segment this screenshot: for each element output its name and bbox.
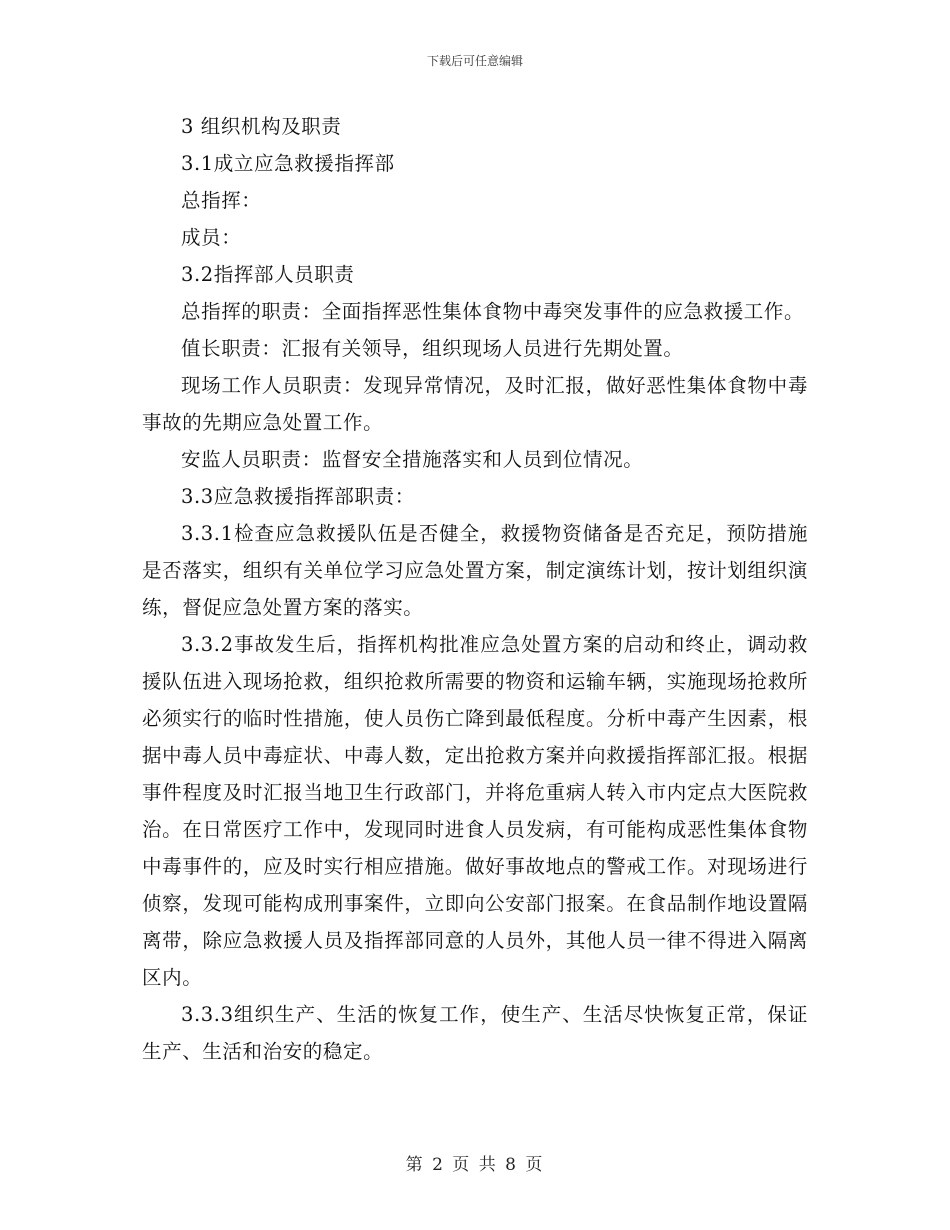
subsection-heading: 3.3应急救援指挥部职责： xyxy=(181,485,415,508)
paragraph: 总指挥的职责：全面指挥恶性集体食物中毒突发事件的应急救援工作。 xyxy=(181,300,805,323)
subsection-heading: 3.1成立应急救援指挥部 xyxy=(181,152,395,175)
paragraph: 现场工作人员职责：发现异常情况，及时汇报，做好恶性集体食物中毒事故的先期应急处置工作。 xyxy=(142,374,808,434)
paragraph: 3.3.3组织生产、生活的恢复工作，使生产、生活尽快恢复正常，保证生产、生活和治安的稳定。 xyxy=(142,1003,808,1063)
document-body xyxy=(142,108,808,1070)
paragraph: 安监人员职责：监督安全措施落实和人员到位情况。 xyxy=(181,448,644,471)
paragraph: 3.3.1检查应急救援队伍是否健全，救援物资储备是否充足，预防措施是否落实，组织有关单位学习应急处置方案，制定演练计划，按计划组织演练，督促应急处置方案的落实。 xyxy=(142,522,808,619)
paragraph: 总指挥： xyxy=(181,189,262,212)
paragraph: 值长职责：汇报有关领导，组织现场人员进行先期处置。 xyxy=(181,337,684,360)
paragraph: 3.3.2事故发生后，指挥机构批准应急处置方案的启动和终止，调动救援队伍进入现场抢救，组织抢救所需要的物资和运输车辆，实施现场抢救所必须实行的临时性措施，使人员伤亡降到最低程度。分析中毒产生因素，根据中毒人员中毒症状、中毒人数，定出抢救方案并向救援指挥部汇报。根据事件程度及时汇报当地卫生行政部门，并将危重病人转入市内定点大医院救治。在日常医疗工作中，发现同时进食人员发病，有可能构成恶性集体食物中毒事件的，应及时实行相应措施。做好事故地点的警戒工作。对现场进行侦察，发现可能构成刑事案件，立即向公安部门报案。在食品制作地设置隔离带，除应急救援人员及指挥部同意的人员外，其他人员一律不得进入隔离区内。 xyxy=(142,633,808,989)
subsection-heading: 3.2指挥部人员职责 xyxy=(181,263,355,286)
paragraph: 成员： xyxy=(181,226,242,249)
page-number-footer: 第 2 页 共 8 页 xyxy=(405,1155,545,1175)
section-heading: 3 组织机构及职责 xyxy=(181,115,342,138)
page-header-note: 下载后可任意编辑 xyxy=(426,54,523,68)
